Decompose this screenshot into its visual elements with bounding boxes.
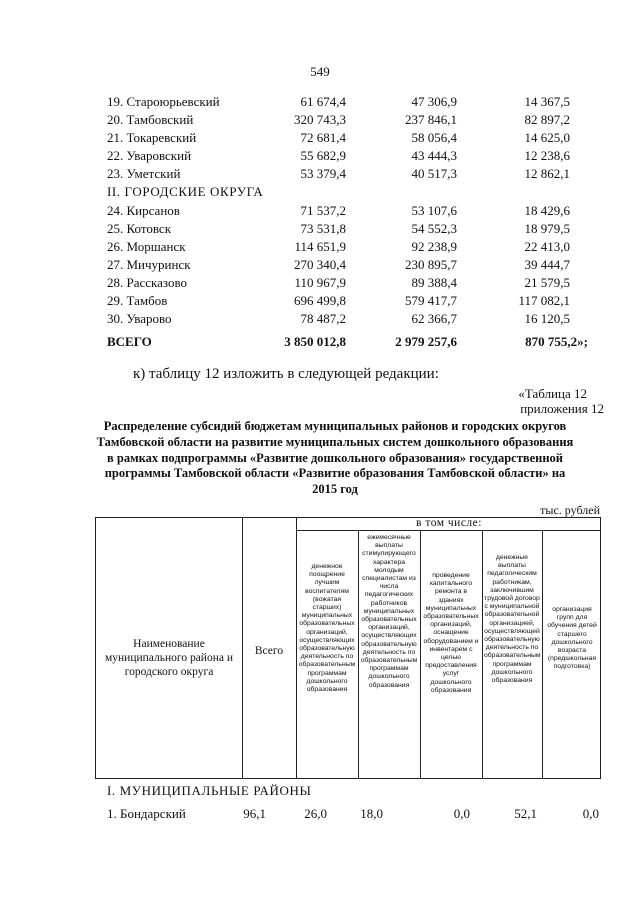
total-row: [0, 334, 640, 352]
row-value: 55 682,9: [300, 148, 346, 163]
row-value: 40 517,3: [411, 166, 457, 181]
row-name: 20. Тамбовский: [107, 112, 194, 127]
row-name: 19. Староюрьевский: [107, 94, 220, 109]
header-divider: [296, 517, 297, 779]
row-value: 43 444,3: [411, 148, 457, 163]
row-value: 18 979,5: [524, 221, 570, 236]
total-value: 870 755,2»;: [525, 334, 588, 349]
table-row: [0, 806, 640, 824]
row-value: 73 531,8: [300, 221, 346, 236]
header-name-column: Наименование муниципального района и городского округа: [105, 638, 233, 678]
row-value: 39 444,7: [524, 257, 570, 272]
row-value: 72 681,4: [300, 130, 346, 145]
row-value: 71 537,2: [300, 203, 346, 218]
section-heading-municipal: I. МУНИЦИПАЛЬНЫЕ РАЙОНЫ: [107, 783, 312, 798]
row-value: 47 306,9: [411, 94, 457, 109]
row-value: 270 340,4: [294, 257, 346, 272]
header-divider: [358, 530, 359, 779]
row-value: 0,0: [453, 806, 470, 821]
table-row: [0, 293, 640, 311]
header-total-column: Всего: [254, 645, 284, 657]
table-row: [0, 130, 640, 148]
total-value: 2 979 257,6: [395, 334, 457, 349]
table-row: [0, 203, 640, 221]
table-row: [0, 166, 640, 184]
table-row: [0, 239, 640, 257]
row-value: 114 651,9: [294, 239, 346, 254]
row-value: 579 417,7: [405, 293, 457, 308]
row-value: 110 967,9: [294, 275, 346, 290]
header-divider: [542, 530, 543, 779]
row-value: 117 082,1: [518, 293, 570, 308]
table-row: [0, 221, 640, 239]
header-subcolumn-3: проведение капитального ремонта в зданиях муниципальных образовательных организаций, оснащение оборудованием и инвентарем с целью предоставления услуг дошкольного образования: [423, 572, 479, 694]
row-value: 230 895,7: [405, 257, 457, 272]
row-value: 92 238,9: [411, 239, 457, 254]
row-name: 1. Бондарский: [107, 806, 186, 821]
table-caption: «Таблица 12: [518, 386, 587, 401]
row-value: 320 743,3: [294, 112, 346, 127]
units-label: тыс. рублей: [540, 503, 600, 517]
header-subcolumn-2: ежемесячные выплаты стимулирующего характера молодым специалистам из числа педагогических работников муниципальных образовательных организаций, осуществляющих образовательную деятельность по образовательным программам дошкольного образования: [360, 534, 418, 689]
table-row: [0, 94, 640, 112]
row-value: 58 056,4: [411, 130, 457, 145]
header-subcolumn-5: организация групп для обучения детей старшего дошкольного возраста (предшкольная подготовка): [547, 606, 597, 671]
row-value: 21 579,5: [524, 275, 570, 290]
row-value: 14 367,5: [524, 94, 570, 109]
header-subcolumn-1: денежное поощрение лучшим воспитателям (вожатая старших) муниципальных образовательных организаций, осуществляющих образовательную деятельность по образовательным программам дошкольного образования: [298, 563, 356, 694]
table-row: [0, 148, 640, 166]
header-subcolumn-4: денежные выплаты педагогическим работникам, заключившим трудовой договор с муниципальной образовательной организацией, осуществляющей образовательную деятельность по образовательным программам дошкольного образования: [484, 554, 541, 685]
row-value: 89 388,4: [411, 275, 457, 290]
row-value: 96,1: [243, 806, 266, 821]
row-value: 52,1: [514, 806, 537, 821]
row-value: 0,0: [582, 806, 599, 821]
row-value: 237 846,1: [405, 112, 457, 127]
header-divider: [420, 530, 421, 779]
row-value: 14 625,0: [524, 130, 570, 145]
section-heading-city: II. ГОРОДСКИЕ ОКРУГА: [107, 184, 264, 199]
row-name: 21. Токаревский: [107, 130, 197, 145]
row-value: 18,0: [360, 806, 383, 821]
header-divider: [296, 530, 601, 531]
row-name: 27. Мичуринск: [107, 257, 191, 272]
row-value: 53 107,6: [411, 203, 457, 218]
total-label: ВСЕГО: [107, 334, 152, 349]
row-value: 61 674,4: [300, 94, 346, 109]
row-value: 696 499,8: [294, 293, 346, 308]
table-row: [0, 275, 640, 293]
total-value: 3 850 012,8: [284, 334, 346, 349]
row-name: 30. Уварово: [107, 311, 172, 326]
row-value: 16 120,5: [524, 311, 570, 326]
row-name: 24. Кирсанов: [107, 203, 180, 218]
instruction-text: к) таблицу 12 изложить в следующей редакции:: [133, 366, 439, 382]
row-name: 23. Уметский: [107, 166, 181, 181]
header-including: в том числе:: [416, 517, 482, 529]
row-name: 26. Моршанск: [107, 239, 186, 254]
row-value: 82 897,2: [524, 112, 570, 127]
table-row: [0, 311, 640, 329]
row-value: 12 238,6: [524, 148, 570, 163]
page-number: 549: [310, 64, 330, 79]
row-value: 12 862,1: [524, 166, 570, 181]
row-value: 18 429,6: [524, 203, 570, 218]
row-value: 22 413,0: [524, 239, 570, 254]
row-name: 29. Тамбов: [107, 293, 168, 308]
table-title: Распределение субсидий бюджетам муниципальных районов и городских округов Тамбовской области на развитие муниципальных систем дошкольного образования в рамках подпрограммы «Развитие дошкольного образования» государственной программы Тамбовской области «Развитие образования Тамбовской области» на 2015 год: [96, 419, 574, 497]
row-name: 28. Рассказово: [107, 275, 188, 290]
row-value: 54 552,3: [411, 221, 457, 236]
table-row: [0, 257, 640, 275]
row-name: 25. Котовск: [107, 221, 172, 236]
row-value: 78 487,2: [300, 311, 346, 326]
row-value: 26,0: [304, 806, 327, 821]
table-caption-appendix: приложения 12: [520, 401, 604, 416]
header-divider: [242, 517, 243, 779]
header-divider: [482, 530, 483, 779]
row-name: 22. Уваровский: [107, 148, 192, 163]
row-value: 53 379,4: [300, 166, 346, 181]
row-value: 62 366,7: [411, 311, 457, 326]
table-row: [0, 112, 640, 130]
